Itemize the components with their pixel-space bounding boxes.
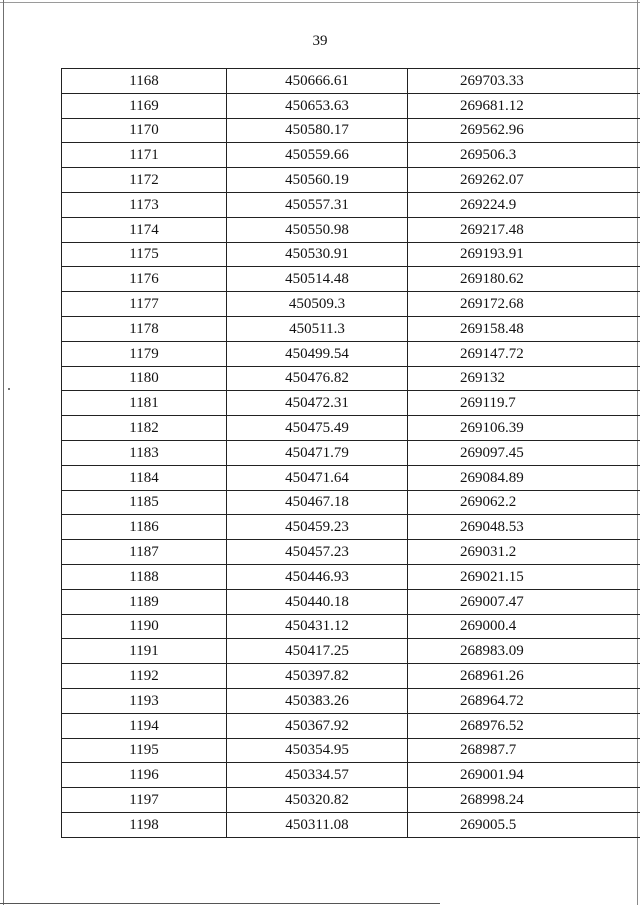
x-coordinate-cell: 450311.08 [227,812,408,837]
y-coordinate-cell: 269132 [408,366,640,391]
point-number-cell: 1184 [62,465,227,490]
point-number-cell: 1192 [62,664,227,689]
table-row [62,93,640,118]
table-row [62,812,640,837]
point-number-cell: 1172 [62,168,227,193]
table-row [62,515,640,540]
point-number-cell: 1175 [62,242,227,267]
table-row [62,465,640,490]
table-row [62,564,640,589]
table-row [62,540,640,565]
x-coordinate-cell: 450653.63 [227,93,408,118]
point-number-cell: 1171 [62,143,227,168]
coordinates-table [61,68,640,838]
x-coordinate-cell: 450397.82 [227,664,408,689]
table-row [62,763,640,788]
point-number-cell: 1191 [62,639,227,664]
x-coordinate-cell: 450560.19 [227,168,408,193]
y-coordinate-cell: 269048.53 [408,515,640,540]
table-row [62,366,640,391]
y-coordinate-cell: 269021.15 [408,564,640,589]
x-coordinate-cell: 450476.82 [227,366,408,391]
y-coordinate-cell: 269506.3 [408,143,640,168]
point-number-cell: 1188 [62,564,227,589]
x-coordinate-cell: 450471.64 [227,465,408,490]
x-coordinate-cell: 450559.66 [227,143,408,168]
x-coordinate-cell: 450666.61 [227,69,408,94]
x-coordinate-cell: 450580.17 [227,118,408,143]
point-number-cell: 1185 [62,490,227,515]
y-coordinate-cell: 269031.2 [408,540,640,565]
x-coordinate-cell: 450334.57 [227,763,408,788]
x-coordinate-cell: 450383.26 [227,688,408,713]
point-number-cell: 1195 [62,738,227,763]
point-number-cell: 1193 [62,688,227,713]
point-number-cell: 1178 [62,316,227,341]
y-coordinate-cell: 268976.52 [408,713,640,738]
x-coordinate-cell: 450557.31 [227,192,408,217]
point-number-cell: 1183 [62,440,227,465]
table-row [62,242,640,267]
x-coordinate-cell: 450472.31 [227,391,408,416]
y-coordinate-cell: 269062.2 [408,490,640,515]
y-coordinate-cell: 269005.5 [408,812,640,837]
x-coordinate-cell: 450509.3 [227,292,408,317]
x-coordinate-cell: 450467.18 [227,490,408,515]
x-coordinate-cell: 450457.23 [227,540,408,565]
y-coordinate-cell: 269562.96 [408,118,640,143]
y-coordinate-cell: 268961.26 [408,664,640,689]
page-bottom-edge [0,903,440,904]
table-row [62,416,640,441]
x-coordinate-cell: 450320.82 [227,788,408,813]
point-number-cell: 1197 [62,788,227,813]
point-number-cell: 1190 [62,614,227,639]
y-coordinate-cell: 269001.94 [408,763,640,788]
table-row [62,143,640,168]
table-row [62,118,640,143]
table-row [62,788,640,813]
table-row [62,168,640,193]
x-coordinate-cell: 450514.48 [227,267,408,292]
table-row [62,391,640,416]
point-number-cell: 1196 [62,763,227,788]
point-number-cell: 1181 [62,391,227,416]
table-row [62,192,640,217]
y-coordinate-cell: 268983.09 [408,639,640,664]
y-coordinate-cell: 269180.62 [408,267,640,292]
x-coordinate-cell: 450459.23 [227,515,408,540]
x-coordinate-cell: 450475.49 [227,416,408,441]
y-coordinate-cell: 269106.39 [408,416,640,441]
page-top-edge [0,2,640,3]
y-coordinate-cell: 269262.07 [408,168,640,193]
coordinates-table-body [62,69,640,838]
table-row [62,341,640,366]
table-row [62,664,640,689]
scan-speck [8,388,10,390]
table-row [62,713,640,738]
y-coordinate-cell: 269172.68 [408,292,640,317]
page-number: 39 [312,33,328,49]
table-row [62,639,640,664]
point-number-cell: 1176 [62,267,227,292]
y-coordinate-cell: 269703.33 [408,69,640,94]
table-row [62,69,640,94]
x-coordinate-cell: 450354.95 [227,738,408,763]
y-coordinate-cell: 268987.7 [408,738,640,763]
point-number-cell: 1189 [62,589,227,614]
x-coordinate-cell: 450367.92 [227,713,408,738]
x-coordinate-cell: 450417.25 [227,639,408,664]
y-coordinate-cell: 269147.72 [408,341,640,366]
y-coordinate-cell: 269000.4 [408,614,640,639]
x-coordinate-cell: 450431.12 [227,614,408,639]
point-number-cell: 1182 [62,416,227,441]
y-coordinate-cell: 269224.9 [408,192,640,217]
point-number-cell: 1173 [62,192,227,217]
point-number-cell: 1168 [62,69,227,94]
y-coordinate-cell: 269084.89 [408,465,640,490]
table-row [62,490,640,515]
y-coordinate-cell: 268998.24 [408,788,640,813]
point-number-cell: 1179 [62,341,227,366]
x-coordinate-cell: 450440.18 [227,589,408,614]
table-row [62,292,640,317]
table-row [62,589,640,614]
point-number-cell: 1169 [62,93,227,118]
y-coordinate-cell: 269158.48 [408,316,640,341]
y-coordinate-cell: 269681.12 [408,93,640,118]
y-coordinate-cell: 269193.91 [408,242,640,267]
point-number-cell: 1186 [62,515,227,540]
y-coordinate-cell: 269217.48 [408,217,640,242]
point-number-cell: 1174 [62,217,227,242]
point-number-cell: 1187 [62,540,227,565]
table-row [62,688,640,713]
point-number-cell: 1177 [62,292,227,317]
x-coordinate-cell: 450550.98 [227,217,408,242]
y-coordinate-cell: 268964.72 [408,688,640,713]
x-coordinate-cell: 450530.91 [227,242,408,267]
x-coordinate-cell: 450511.3 [227,316,408,341]
point-number-cell: 1198 [62,812,227,837]
x-coordinate-cell: 450471.79 [227,440,408,465]
point-number-cell: 1194 [62,713,227,738]
point-number-cell: 1170 [62,118,227,143]
x-coordinate-cell: 450499.54 [227,341,408,366]
table-row [62,614,640,639]
x-coordinate-cell: 450446.93 [227,564,408,589]
y-coordinate-cell: 269007.47 [408,589,640,614]
point-number-cell: 1180 [62,366,227,391]
table-row [62,267,640,292]
table-row [62,316,640,341]
table-row [62,738,640,763]
y-coordinate-cell: 269119.7 [408,391,640,416]
page-left-edge [3,0,4,905]
y-coordinate-cell: 269097.45 [408,440,640,465]
table-row [62,440,640,465]
table-row [62,217,640,242]
